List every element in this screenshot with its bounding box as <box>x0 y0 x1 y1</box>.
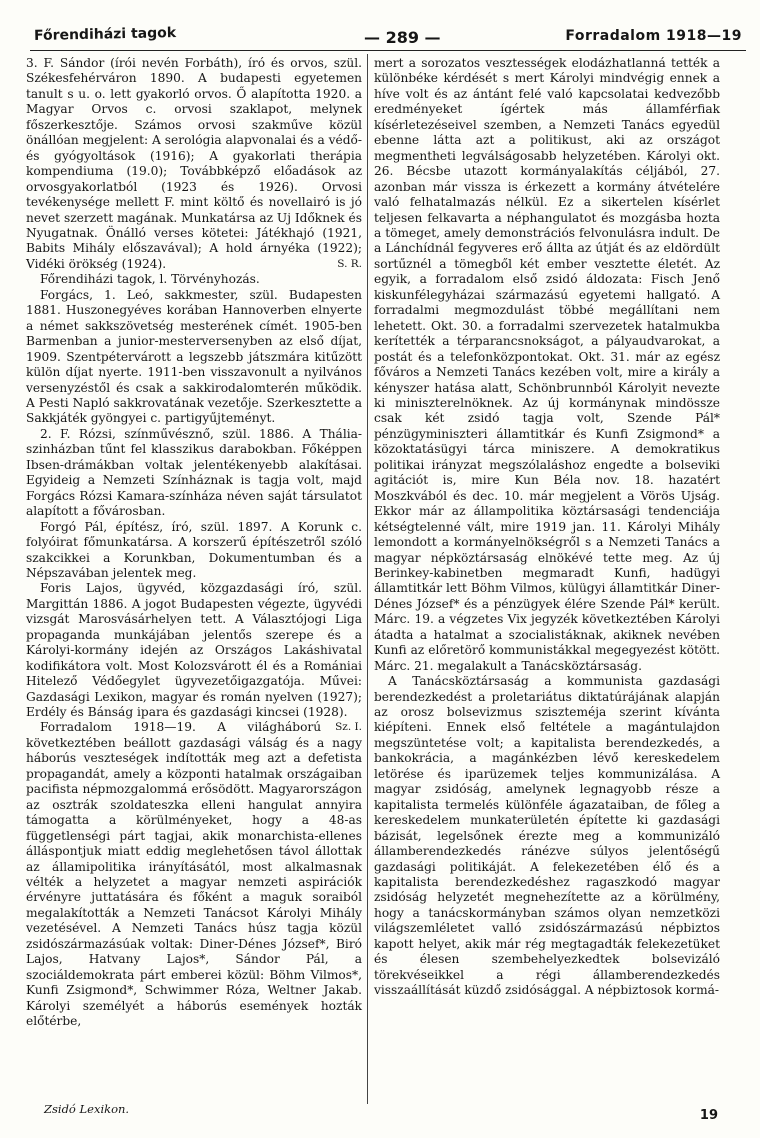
entry-paragraph: Forradalom 1918—19. A világháború következtében beállott gazdasági válság és a nagy háborús veszteségek indították meg azt a defetista propagandát, amely a központi hatalmak országaiban pacifista népmozgalommá erősödött. Magyarországon az osztrák szoldateszka elleni hangulat annyira támogatta a körülményeket, hogy a 48-as függetlenségi párt tagjai, akik monarchista-ellenes álláspontjuk miatt eddig meglehetősen távol állottak az államipolitika irányításától, most alkalmasnak vélték a helyzetet a magyar nemzeti aspirációk érvényre juttatására és főként a maguk soraiból megalakították a Nemzeti Tanácsot Károlyi Mihály vezetésével. A Nemzeti Tanács húsz tagja közül zsidószármazásúak voltak: Diner-Dénes József*, Biró Lajos, Hatvany Lajos*, Sándor Pál, a szociáldemokrata párt emberei közül: Böhm Vilmos*, Kunfi Zsigmond*, Schwimmer Róza, Weltner Jakab. Károlyi személyét a háborús események hozták előtérbe, <box>26 720 362 1029</box>
header-left: Főrendiházi tagok <box>33 25 177 44</box>
running-header <box>33 25 744 50</box>
entry-paragraph: mert a sorozatos vesztességek elodázhatlanná tették a különbéke kérdését s mert Károlyi mindvégig ennek a híve volt és az ántánt felé való kapcsolatai kedvezőbb eredményeket ígértek más államférfiak kísérletezéseivel szemben, a Nemzeti Tanács egyedül ebenne látta azt a politikust, aki az országot megmentheti legválságosabb helyzetében. Károlyi okt. 26. Bécsbe utazott kormányalakítás céljából, 27. azonban már vissza is érkezett a kormány átvételére való felhatalmazás nélkül. Ez a sikertelen kísérlet teljesen felkavarta a néphangulatot és mozgásba hozta a tömeget, amely demonstrációs felvonulásra indult. De a Lánchídnál fegyveres erő állta az útját és az eldördült sortűznél a tömegből két ember vesztette életét. Az egyik, a forradalom első zsidó áldozata: Fisch Jenő kiskunfélegyházai származású egyetemi hallgató. A forradalmi megmozdulást többé megállítani nem lehetett. Okt. 30. a forradalmi szervezetek hatalmukba kerítették a térparancsnokságot, a pályaudvarokat, a postát és a telefonközpontokat. Okt. 31. már az egész főváros a Nemzeti Tanács kezében volt, mire a király a kényszer hatása alatt, Schönbrunnból Károlyit nevezte ki miniszterelnöknek. Az új kormánynak mindössze csak két zsidó tagja volt, Szende Pál* pénzügyminiszteri államtitkár és Kunfi Zsigmond* a közoktatásügyi tárca miniszere. A demokratikus politikai irányzat megszólaláshoz engedte a bolseviki agitációt is, mire Kun Béla nov. 18. hazatért Moszkvából és dec. 10. már megjelent a Vörös Ujság. Ekkor már az állampolitika köztársasági tendenciája kétségtelenné vált, mire 1919 jan. 11. Károlyi Mihály lemondott a kormányelnökségről s a Nemzeti Tanács a magyar népköztársaság elnökévé tette meg. Az új Berinkey-kabinetben megmaradt Kunfi, hadügyi államtitkár lett Böhm Vilmos, külügyi államtitkár Diner-Dénes József* és a pénzügyek élére Szende Pál* került. Márc. 19. a végzetes Vix jegyzék következtében Károlyi átadta a hatalmat a szocialistáknak, akiknek nevében Kunfi az előretörő kommunistákkal megegyezést kötött. Márc. 21. megalakult a Tanácsköztársaság. <box>374 56 720 673</box>
entry-paragraph: Főrendiházi tagok, l. Törvényhozás. <box>40 272 260 287</box>
column-divider <box>367 54 368 1104</box>
page-number-header: — 289 — <box>364 28 441 47</box>
entry-paragraph: Forgó Pál, építész, író, szül. 1897. A Korunk c. folyóirat főmunkatársa. A korszerű építészetről szóló szakcikkei a Korunkban, Dokumentumban és a Népszavában jelentek meg. <box>26 519 362 580</box>
entry-paragraph: A Tanácsköztársaság a kommunista gazdasági berendezkedést a proletariátus diktatúrájának alapján az orosz bolsevizmus sziszteméja szerint kívánta kiépíteni. Ennek első feltétele a magántulajdon megszüntetése volt; a kapitalista berendezkedés, a bankokrácia, a magánkézben lévő kereskedelem letörése és iparüzemek teljes kommunizálása. A magyar zsidóság, amelynek legnagyobb része a kapitalista termelés különféle ágazataiban, de főleg a kereskedelem munkaterületén építette ki gazdasági bázisát, legelsőnek érezte meg a kommunizáló államberendezkedés ránézve súlyos jelentőségű gazdasági politikáját. A felekezetében élő és a kapitalista berendezkedéshez ragaszkodó magyar zsidóság helyzetét megnehezítette az a körülmény, hogy a tanácskormányban számos olyan nemzetközi világszemléletet valló zsidószármazású népbiztos kapott helyet, akik már rég megtagadták felekezetüket és élesen szembehelyezkedtek bolsevizáló törekvéseikkel a régi államberendezkedés visszaállítását küzdő zsidósággal. A népbiztosok kormá- <box>374 674 720 998</box>
entry-paragraph: Foris Lajos, ügyvéd, közgazdasági író, szül. Margittán 1886. A jogot Budapesten végezte, ügyvédi vizsgát Marosvásárhelyen tett. A Választójogi Liga propaganda munkájában jelentős szerepe és a Károlyi-kormány idején az Országos Lakáshivatal kodifikátora volt. Most Kolozsvárott él és a Romániai Hitelező Védőegylet ügyvezetőigazgatója. Művei: Gazdasági Lexikon, magyar és román nyelven (1927); Erdély és Bánság ipara és gazdasági kincsei (1928). Sz. I. <box>26 581 362 720</box>
entry-paragraph: 3. F. Sándor (írói nevén Forbáth), író és orvos, szül. Székesfehérváron 1890. A budapesti egyetemen tanult s u. o. lett gyakorló orvos. Ő alapította 1920. a Magyar Orvos c. orvosi szaklapot, melynek főszerkesztője. Számos orvosi szakműve közül önállóan megjelent: A serológia alapvonalai és a védő- és gyógyoltások (1916); A gyakorlati therápia kompendiuma (19.0); Továbbképző előadások az orvosgyakorlatból (1923 és 1926). Orvosi tevékenysége mellett F. mint költő és novellairó is jó nevet szerzett magának. Munkatársa az Uj Időknek és Nyugatnak. Önálló verses kötetei: Játékhajó (1921, Babits Mihály előszavával); A hold árnyéka (1922); Vidéki örökség (1924). S. R. <box>26 56 362 271</box>
right-column <box>374 56 720 999</box>
entry-paragraph: 2. F. Rózsi, színművésznő, szül. 1886. A Thália-szinházban tűnt fel klasszikus darabokban. Főképpen Ibsen-drámákban voltak jelentékenyebb alakításai. Egyideig a Nemzeti Színháznak is tagja volt, majd Forgács Rózsi Kamara-színháza néven saját társulatot alapított a fővárosban. <box>26 426 362 519</box>
header-right: Forradalom 1918—19 <box>565 28 742 44</box>
footer-signature-number: 19 <box>699 1108 718 1123</box>
header-rule <box>30 50 746 51</box>
left-column <box>26 56 362 1030</box>
footer-source: Zsidó Lexikon. <box>44 1102 130 1116</box>
author-signature: Sz. I. <box>335 721 362 734</box>
entry-paragraph: Forgács, 1. Leó, sakkmester, szül. Budapesten 1881. Huszonegyéves korában Hannoverben elnyerte a német sakkszövetség mesterének címét. 1905-ben Barmenban a junior-mesterversenyben az első díjat, 1909. Szentpétervárott a legszebb játszmára kitűzött külön díjat nyerte. 1911-ben visszavonult a nyilvános versenyzéstől és csak a sakkirodalomterén működik. A Pesti Napló sakkrovatának vezetője. Szerkesztette a Sakkjáték gyöngyei c. partigyűjteményt. <box>26 287 362 426</box>
author-signature: S. R. <box>337 257 362 270</box>
